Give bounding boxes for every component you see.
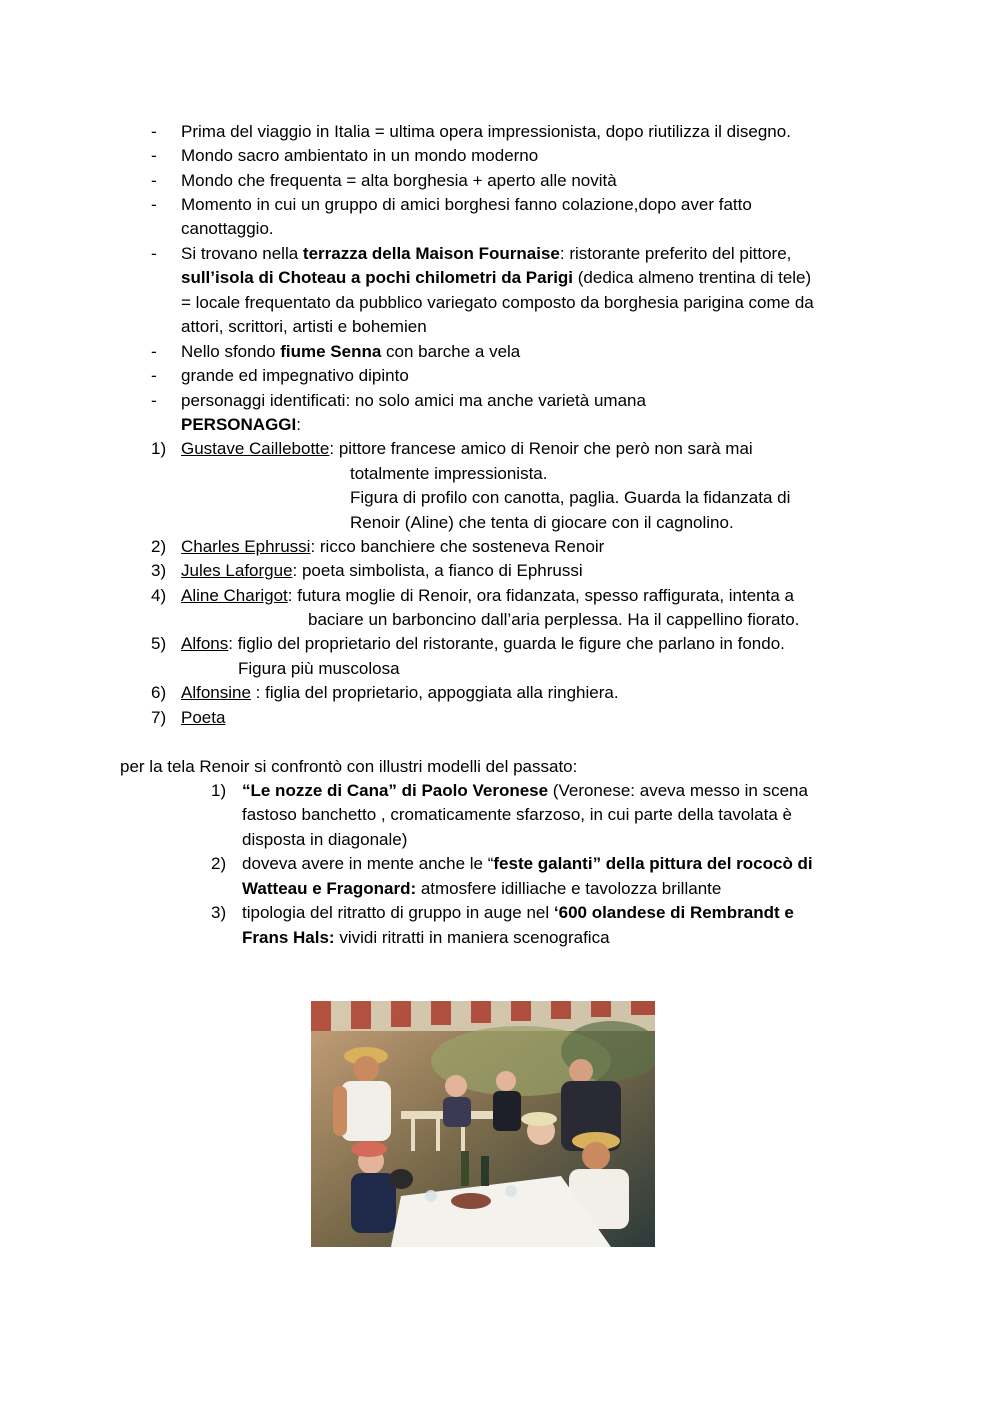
list-number: 1) xyxy=(211,781,227,800)
list-number: 1) xyxy=(151,439,167,458)
emphasis: Watteau e Fragonard: xyxy=(242,879,417,898)
list-item: Gustave Caillebotte: pittore francese amico di Renoir che però non sarà mai xyxy=(181,439,753,458)
bullet-marker: - xyxy=(151,122,157,141)
list-item: “Le nozze di Cana” di Paolo Veronese (Veronese: aveva messo in scena xyxy=(242,781,808,800)
character-name: Poeta xyxy=(181,708,226,727)
list-number: 2) xyxy=(151,537,167,556)
list-item-text: fastoso banchetto , cromaticamente sfarzoso, in cui parte della tavolata è xyxy=(242,805,792,824)
list-item: Jules Laforgue: poeta simbolista, a fianco di Ephrussi xyxy=(181,561,583,580)
bullet-text: Nello sfondo fiume Senna con barche a vela xyxy=(181,342,521,361)
list-item: tipologia del ritratto di gruppo in auge nel ‘600 olandese di Rembrandt e xyxy=(242,903,794,922)
character-name: Alfons xyxy=(181,634,229,653)
emphasis: Frans Hals: xyxy=(242,928,335,947)
intro-paragraph: per la tela Renoir si confrontò con illustri modelli del passato: xyxy=(120,757,578,776)
emphasis: “Le nozze di Cana” di Paolo Veronese xyxy=(242,781,549,800)
bullet-text: Mondo che frequenta = alta borghesia + aperto alle novità xyxy=(181,171,617,190)
bullet-text: grande ed impegnativo dipinto xyxy=(181,366,409,385)
section-heading: PERSONAGGI: xyxy=(181,415,301,434)
bullet-marker: - xyxy=(151,366,157,385)
list-item-text: Renoir (Aline) che tenta di giocare con il cagnolino. xyxy=(350,513,734,532)
bullet-text: Prima del viaggio in Italia = ultima opera impressionista, dopo riutilizza il disegno. xyxy=(181,122,791,141)
bullet-marker: - xyxy=(151,391,157,410)
list-item-text: totalmente impressionista. xyxy=(350,464,548,483)
character-name: Jules Laforgue xyxy=(181,561,293,580)
list-item xyxy=(181,708,225,728)
list-item-text: disposta in diagonale) xyxy=(242,830,408,849)
emphasis: feste galanti” della pittura del rococò di xyxy=(493,854,813,873)
bullet-text: personaggi identificati: no solo amici ma anche varietà umana xyxy=(181,391,646,410)
list-number: 6) xyxy=(151,683,167,702)
bullet-marker: - xyxy=(151,244,157,263)
bullet-text: Si trovano nella terrazza della Maison Fournaise: ristorante preferito del pittore, xyxy=(181,244,792,263)
character-name: Aline Charigot xyxy=(181,586,288,605)
list-number: 4) xyxy=(151,586,167,605)
emphasis: sull’isola di Choteau a pochi chilometri da Parigi xyxy=(181,268,574,287)
emphasis: ‘600 olandese di Rembrandt e xyxy=(553,903,794,922)
bullet-text: = locale frequentato da pubblico variegato composto da borghesia parigina come da xyxy=(181,293,814,312)
bullet-marker: - xyxy=(151,146,157,165)
list-item: Aline Charigot: futura moglie di Renoir, ora fidanzata, spesso raffigurata, intenta a xyxy=(181,586,794,605)
list-item-text: Figura di profilo con canotta, paglia. Guarda la fidanzata di xyxy=(350,488,791,507)
painting-image xyxy=(311,1001,655,1247)
list-item: Alfons: figlio del proprietario del ristorante, guarda le figure che parlano in fondo. xyxy=(181,634,785,653)
emphasis: terrazza della Maison Fournaise xyxy=(302,244,560,263)
emphasis: fiume Senna xyxy=(280,342,382,361)
bullet-text: sull’isola di Choteau a pochi chilometri da Parigi (dedica almeno trentina di tele) xyxy=(181,268,812,287)
list-item-text: Watteau e Fragonard: atmosfere idilliache e tavolozza brillante xyxy=(242,879,722,898)
list-number: 5) xyxy=(151,634,167,653)
list-number: 3) xyxy=(211,903,227,922)
bullet-text: Momento in cui un gruppo di amici borghesi fanno colazione,dopo aver fatto xyxy=(181,195,752,214)
character-name: Charles Ephrussi xyxy=(181,537,311,556)
character-name: Gustave Caillebotte xyxy=(181,439,330,458)
bullet-marker: - xyxy=(151,342,157,361)
list-item: Charles Ephrussi: ricco banchiere che sosteneva Renoir xyxy=(181,537,605,556)
list-item: doveva avere in mente anche le “feste galanti” della pittura del rococò di xyxy=(242,854,813,873)
list-number: 7) xyxy=(151,708,167,727)
bullet-text: attori, scrittori, artisti e bohemien xyxy=(181,317,427,336)
bullet-marker: - xyxy=(151,171,157,190)
list-item-text: Figura più muscolosa xyxy=(238,659,400,678)
list-item-text: baciare un barboncino dall’aria perplessa. Ha il cappellino fiorato. xyxy=(308,610,800,629)
bullet-text: Mondo sacro ambientato in un mondo moderno xyxy=(181,146,539,165)
list-item: Alfonsine : figlia del proprietario, appoggiata alla ringhiera. xyxy=(181,683,619,702)
list-number: 2) xyxy=(211,854,227,873)
bullet-marker: - xyxy=(151,195,157,214)
bullet-text: canottaggio. xyxy=(181,219,274,238)
character-name: Alfonsine xyxy=(181,683,251,702)
list-item-text: Frans Hals: vividi ritratti in maniera scenografica xyxy=(242,928,610,947)
list-number: 3) xyxy=(151,561,167,580)
